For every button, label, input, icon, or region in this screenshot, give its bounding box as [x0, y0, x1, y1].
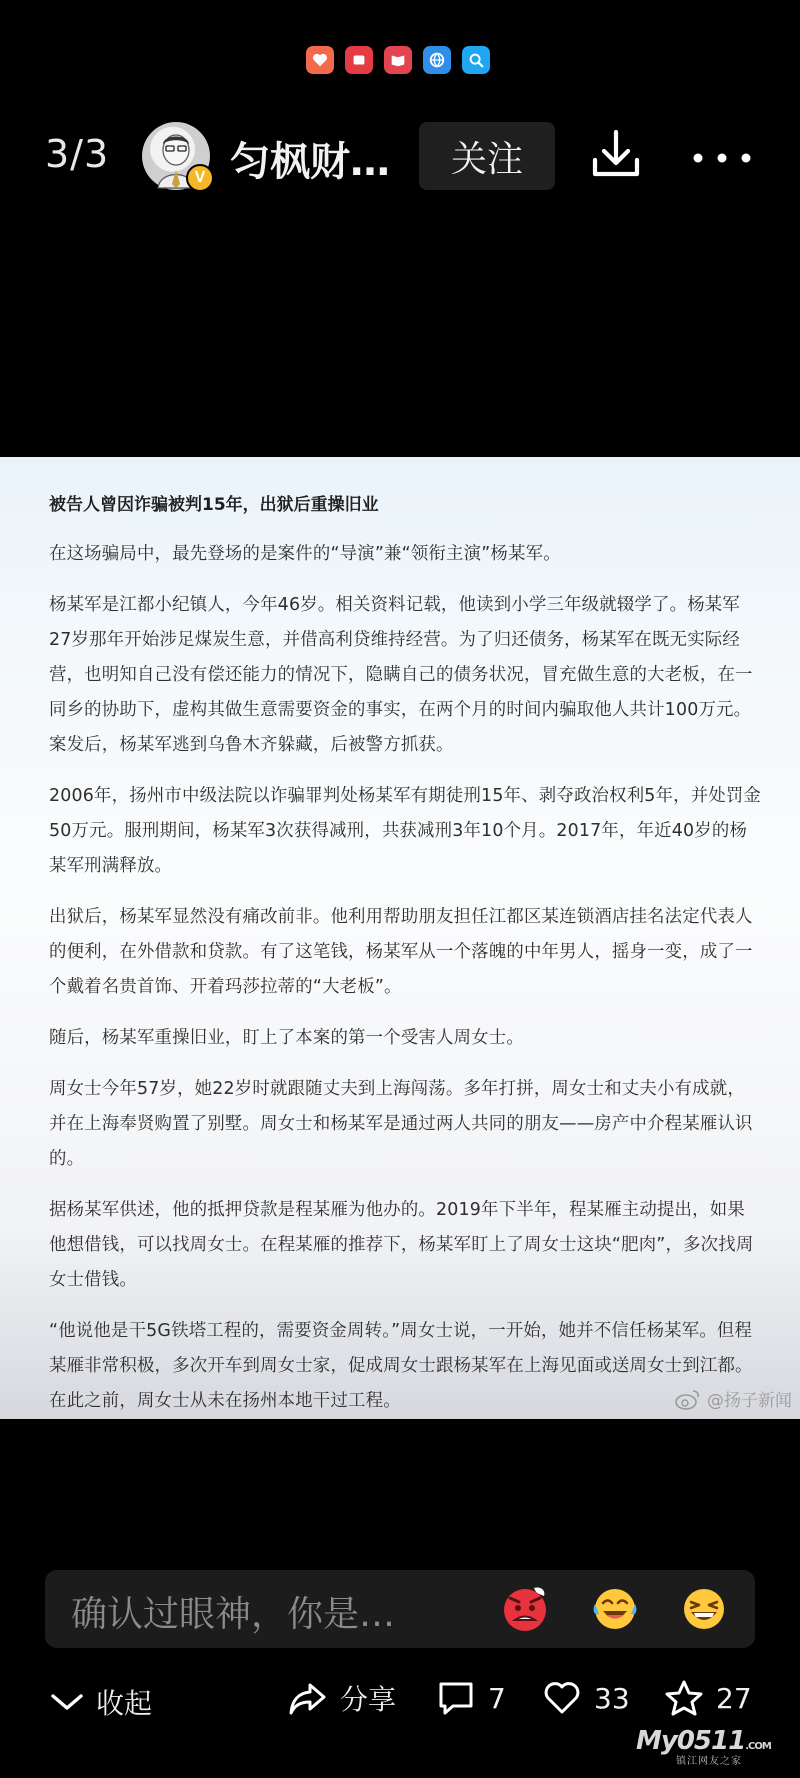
book-app-icon: [384, 46, 412, 74]
search-app-icon: [462, 46, 490, 74]
comment-input-bar[interactable]: [45, 1570, 755, 1648]
bottom-action-bar: [0, 1672, 800, 1732]
more-icon[interactable]: [692, 152, 752, 164]
watermark-text: @扬子新闻: [707, 1391, 792, 1411]
share-button[interactable]: [288, 1678, 396, 1718]
favorites-count: 27: [716, 1681, 752, 1715]
browser-app-icon: [423, 46, 451, 74]
comments-button[interactable]: [436, 1678, 506, 1718]
heart-icon: [542, 1678, 582, 1718]
article-paragraph: “他说他是干5G铁塔工程的，需要资金周转。”周女士说，一开始，她并不信任杨某军。但程某雁非常积极，多次开车到周女士家，促成周女士跟杨某军在上海见面或送周女士到江都。在此之前，周女士从未在扬州本地干过工程。: [49, 1321, 753, 1411]
account-name[interactable]: 匀枫财…: [230, 139, 390, 185]
favorite-button[interactable]: [664, 1678, 752, 1718]
share-icon: [288, 1678, 328, 1718]
comment-input[interactable]: 确认过眼神，你是…: [71, 1594, 396, 1635]
article-image[interactable]: [0, 457, 800, 1419]
article-paragraph: 杨某军是江都小纪镇人，今年46岁。相关资料记载，他读到小学三年级就辍学了。杨某军27岁那年开始涉足煤炭生意，并借高利贷维持经营。为了归还债务，杨某军在既无实际经营，也明知自己没有偿还能力的情况下，隐瞒自己的债务状况，冒充做生意的大老板，在一同乡的协助下，虚构其做生意需要资金的事实，在两个月的时间内骗取他人共计100万元。案发后，杨某军逃到乌鲁木齐躲藏，后被警方抓获。: [49, 595, 753, 755]
follow-button[interactable]: 关注: [419, 122, 555, 190]
article-paragraph: 随后，杨某军重操旧业，盯上了本案的第一个受害人周女士。: [49, 1028, 524, 1048]
article-paragraph: 据杨某军供述，他的抵押贷款是程某雁为他办的。2019年下半年，程某雁主动提出，如果他想借钱，可以找周女士。在程某雁的推荐下，杨某军盯上了周女士这块“肥肉”，多次找周女士借钱。: [49, 1200, 754, 1290]
like-button[interactable]: [542, 1678, 630, 1718]
article-paragraph: 出狱后，杨某军显然没有痛改前非。他利用帮助朋友担任江都区某连锁酒店挂名法定代表人的便利，在外借款和贷款。有了这笔钱，杨某军从一个落魄的中年男人，摇身一变，成了一个戴着名贵首饰、开着玛莎拉蒂的“大老板”。: [49, 907, 753, 997]
article-paragraph: 2006年，扬州市中级法院以诈骗罪判处杨某军有期徒刑15年、剥夺政治权利5年，并处罚金50万元。服刑期间，杨某军3次获得减刑，共获减刑3年10个月。2017年，年近40岁的杨某军刑满释放。: [49, 786, 762, 876]
site-logo-brand: My0511.COM: [636, 1726, 771, 1756]
red-app-icon: [345, 46, 373, 74]
comment-icon: [436, 1678, 476, 1718]
site-logo-tagline: 镇江网友之家: [676, 1756, 742, 1767]
angry-emoji-icon[interactable]: [500, 1584, 550, 1634]
download-icon[interactable]: [590, 126, 642, 182]
collapse-label: 收起: [96, 1687, 153, 1720]
site-logo: [636, 1726, 796, 1774]
share-label: 分享: [340, 1683, 397, 1716]
collapse-button[interactable]: [50, 1682, 152, 1722]
chevron-down-icon: [50, 1692, 84, 1712]
viewer-header: [0, 118, 800, 196]
comments-count: 7: [488, 1681, 506, 1715]
avatar[interactable]: [142, 122, 210, 190]
heart-app-icon: [306, 46, 334, 74]
article-headline: 被告人曾因诈骗被判15年，出狱后重操旧业: [49, 495, 379, 515]
verified-badge: V: [186, 164, 214, 192]
page-counter: 3/3: [45, 132, 110, 176]
article-paragraph: 在这场骗局中，最先登场的是案件的“导演”兼“领衔主演”杨某军。: [49, 544, 561, 564]
status-bar-app-icons: [306, 46, 490, 74]
likes-count: 33: [594, 1681, 630, 1715]
weibo-watermark: [675, 1386, 792, 1411]
weibo-icon: [675, 1388, 701, 1410]
star-icon: [664, 1678, 704, 1718]
laughing-emoji-icon[interactable]: [679, 1584, 729, 1634]
article-paragraph: 周女士今年57岁，她22岁时就跟随丈夫到上海闯荡。多年打拼，周女士和丈夫小有成就，并在上海奉贤购置了别墅。周女士和杨某军是通过两人共同的朋友——房产中介程某雁认识的。: [49, 1079, 753, 1169]
crying-laughing-emoji-icon[interactable]: [590, 1584, 640, 1634]
